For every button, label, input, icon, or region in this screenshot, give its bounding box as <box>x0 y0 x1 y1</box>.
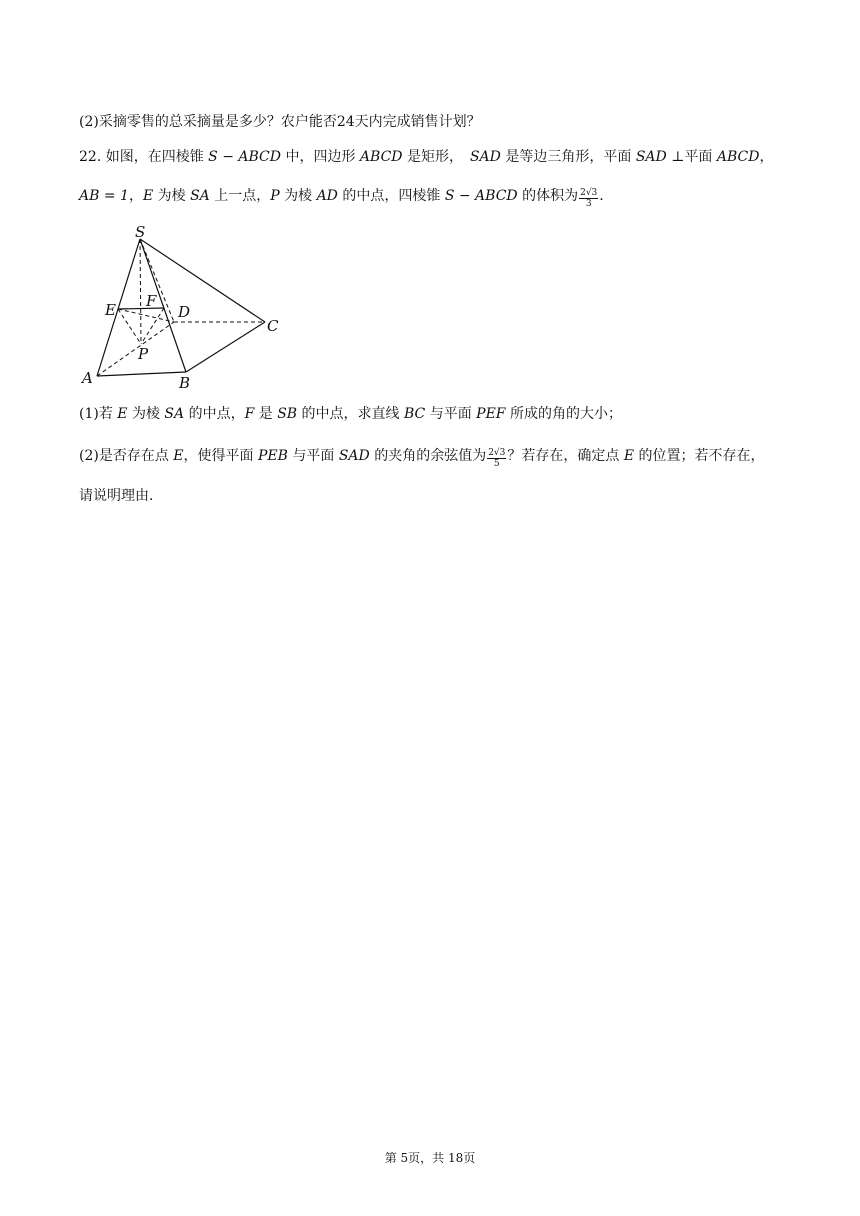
q22-part2-line2: 请说明理由. <box>79 488 154 504</box>
edge-AB <box>97 372 186 376</box>
q22-line1-math-4: SAD <box>635 149 667 165</box>
q22-line2-math-6: S − ABCD <box>444 188 518 204</box>
q22-line1-text-e: ⊥平面 <box>666 149 717 165</box>
q22-line2-text-g: . <box>599 188 604 204</box>
volume-denominator: 3 <box>585 199 592 209</box>
edge-AD-hidden <box>97 322 174 376</box>
cosine-numerator: 2√3 <box>488 448 506 458</box>
pyramid-diagram <box>78 222 283 394</box>
q22-line1 <box>79 147 773 167</box>
q22-part1-text-g: 所成的角的大小； <box>505 406 622 422</box>
q22-part2-text-e: ？若存在，确定点 <box>507 448 624 464</box>
q22-line2-text-e: 的中点，四棱锥 <box>337 188 445 204</box>
q22-line1-text-c: 是矩形， <box>402 149 470 165</box>
q22-line2 <box>79 186 604 209</box>
q22-part1 <box>79 404 622 424</box>
q22-part2-math-1: E <box>173 448 184 464</box>
q22-part2-math-2: PEB <box>257 448 288 464</box>
q22-part1-text-a: (1)若 <box>79 406 118 422</box>
q22-part1-math-2: SA <box>164 406 185 422</box>
q22-part1-text-e: 的中点，求直线 <box>297 406 404 422</box>
q22-line2-text-c: 上一点， <box>209 188 271 204</box>
q22-part1-text-f: 与平面 <box>425 406 477 422</box>
pyramid-figure <box>78 222 283 394</box>
q22-part1-math-6: PEF <box>476 406 506 422</box>
segment-ED-hidden <box>118 309 174 322</box>
segment-FP-hidden <box>141 308 164 344</box>
edge-SA <box>97 239 140 376</box>
q22-line2-text-a: ， <box>128 188 143 204</box>
q22-part2-text-f: 的位置；若不存在， <box>634 448 765 464</box>
label-D: D <box>178 303 191 321</box>
label-E: E <box>105 301 116 319</box>
q22-line2-math-1: AB = 1 <box>79 188 129 204</box>
q22-line1-text-d: 是等边三角形，平面 <box>500 149 636 165</box>
q22-part2-text-b: ，使得平面 <box>183 448 258 464</box>
q22-part2 <box>79 446 765 469</box>
q22-line2-math-3: SA <box>190 188 210 204</box>
q22-line2-text-d: 为棱 <box>279 188 317 204</box>
q22-part1-text-b: 为棱 <box>127 406 165 422</box>
q22-line1-text-f: ， <box>759 149 774 165</box>
label-A: A <box>82 369 93 387</box>
cosine-denominator: 5 <box>493 459 500 469</box>
q22-part1-text-c: 的中点， <box>184 406 245 422</box>
segment-EF <box>118 308 164 309</box>
label-C: C <box>267 317 279 335</box>
q22-line1-math-5: ABCD <box>716 149 760 165</box>
q22-line1-text-b: 中，四边形 <box>281 149 360 165</box>
q22-part1-math-5: BC <box>404 406 426 422</box>
q22-part2-math-4: E <box>623 448 635 464</box>
q22-part1-math-4: SB <box>277 406 298 422</box>
q22-part2-text-c: 与平面 <box>287 448 339 464</box>
label-F: F <box>146 292 157 310</box>
segment-SP-hidden <box>140 239 141 344</box>
q22-line1-math-3: SAD <box>469 149 501 165</box>
q22-line1-math-2: ABCD <box>359 149 403 165</box>
q22-line2-text-b: 为棱 <box>153 188 191 204</box>
page-footer: 第 5页，共 18页 <box>384 1151 476 1165</box>
q22-part2-text-a: (2)是否存在点 <box>79 448 174 464</box>
segment-EP-hidden <box>118 309 141 344</box>
q22-part1-math-1: E <box>117 406 128 422</box>
q22-line1-text-a: 22. 如图，在四棱锥 <box>79 149 209 165</box>
q22-line2-text-f: 的体积为 <box>517 188 579 204</box>
q22-part2-math-3: SAD <box>338 448 370 464</box>
volume-fraction <box>579 188 598 209</box>
q22-line1-math-1: S − ABCD <box>208 149 281 165</box>
edge-SC <box>140 239 265 322</box>
q21-part2-text: (2)采摘零售的总采摘量是多少？农户能否24天内完成销售计划？ <box>79 114 481 130</box>
q22-line2-math-5: AD <box>316 188 338 204</box>
q22-line2-math-4: P <box>270 188 280 204</box>
volume-numerator: 2√3 <box>580 188 598 198</box>
q22-part1-math-3: F <box>244 406 255 422</box>
label-S: S <box>135 223 146 241</box>
q22-line2-math-2: E <box>142 188 154 204</box>
edge-BC <box>186 322 265 372</box>
q22-part2-text-d: 的夹角的余弦值为 <box>369 448 487 464</box>
label-B: B <box>179 374 191 392</box>
cosine-fraction <box>487 448 506 469</box>
label-P: P <box>138 345 149 363</box>
q22-part1-text-d: 是 <box>254 406 278 422</box>
